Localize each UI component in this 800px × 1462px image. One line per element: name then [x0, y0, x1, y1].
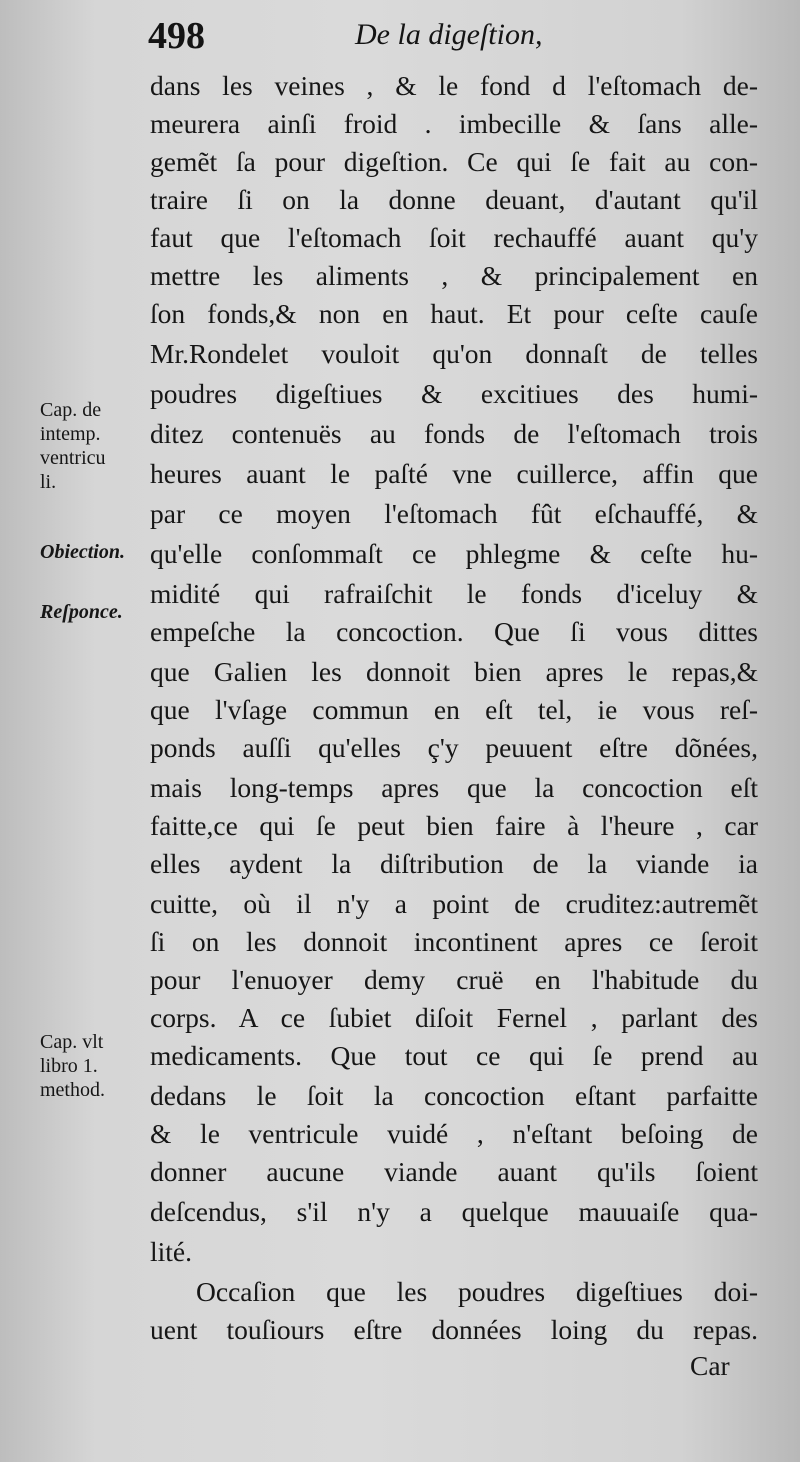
text-line: lité. [150, 1236, 193, 1267]
text-line: cuitte, où il n'y a point de cruditez:autremẽt [150, 888, 758, 919]
marginal-note-line: ventricu [40, 447, 106, 469]
marginal-note-line: Cap. vlt [40, 1031, 104, 1053]
text-line: gemẽt ſa pour digeſtion. Ce qui ſe fait au con- [150, 146, 758, 177]
text-line: ditez contenuës au fonds de l'eſtomach trois [150, 418, 758, 449]
text-line: dedans le ſoit la concoction eſtant parfaitte [150, 1080, 758, 1111]
running-title: De la digeſtion, [355, 18, 543, 51]
text-line: & le ventricule vuidé , n'eſtant beſoing de [150, 1118, 758, 1149]
text-line: faitte,ce qui ſe peut bien faire à l'heure , car [150, 810, 758, 841]
text-line: traire ſi on la donne deuant, d'autant qu'il [150, 184, 758, 215]
text-line: empeſche la concoction. Que ſi vous dittes [150, 616, 758, 647]
marginal-note-line: method. [40, 1079, 105, 1101]
text-line: uent touſiours eſtre données loing du repas. [150, 1314, 758, 1345]
text-line: pour l'enuoyer demy cruë en l'habitude du [150, 964, 758, 995]
marginal-note-obiection: Obiection. [40, 541, 125, 563]
text-line: Occaſion que les poudres digeſtiues doi- [196, 1276, 758, 1307]
marginal-note-responce: Reſponce. [40, 601, 123, 623]
text-line: que Galien les donnoit bien apres le repas,& [150, 656, 758, 687]
marginal-note-cap-de-intemp [40, 398, 166, 494]
text-line: corps. A ce ſubiet diſoit Fernel , parlant des [150, 1002, 758, 1033]
marginal-note-line: li. [40, 471, 57, 493]
text-line: medicaments. Que tout ce qui ſe prend au [150, 1040, 758, 1071]
text-line: midité qui rafraiſchit le fonds d'iceluy & [150, 578, 758, 609]
text-line: mais long-temps apres que la concoction eſt [150, 772, 758, 803]
text-line: qu'elle conſommaſt ce phlegme & ceſte hu- [150, 538, 758, 569]
text-line: Mr.Rondelet vouloit qu'on donnaſt de telles [150, 338, 758, 369]
marginal-note-line: intemp. [40, 423, 101, 445]
text-line: ponds auſſi qu'elles ç'y peuuent eſtre dõnées, [150, 732, 758, 763]
text-line: ſon fonds,& non en haut. Et pour ceſte cauſe [150, 298, 758, 329]
marginal-note-cap-vlt [40, 1030, 166, 1102]
text-line: donner aucune viande auant qu'ils ſoient [150, 1156, 758, 1187]
marginal-note-line: libro 1. [40, 1055, 98, 1077]
catchword: Car [690, 1350, 730, 1381]
text-line: par ce moyen l'eſtomach fût eſchauffé, & [150, 498, 758, 529]
text-line: que l'vſage commun en eſt tel, ie vous reſ- [150, 694, 758, 725]
page-number: 498 [148, 15, 205, 57]
text-line: dans les veines , & le fond d l'eſtomach de- [150, 70, 758, 101]
text-line: mettre les aliments , & principalement en [150, 260, 758, 291]
text-line: deſcendus, s'il n'y a quelque mauuaiſe qua- [150, 1196, 758, 1227]
marginal-note-line: Cap. de [40, 399, 102, 421]
text-line: faut que l'eſtomach ſoit rechauffé auant qu'y [150, 222, 758, 253]
text-line: elles aydent la diſtribution de la viande ia [150, 848, 758, 879]
text-line: meurera ainſi froid . imbecille & ſans alle- [150, 108, 758, 139]
text-line: ſi on les donnoit incontinent apres ce ſeroit [150, 926, 758, 957]
text-line: heures auant le paſté vne cuillerce, affin que [150, 458, 758, 489]
text-line: poudres digeſtiues & excitiues des humi- [150, 378, 758, 409]
